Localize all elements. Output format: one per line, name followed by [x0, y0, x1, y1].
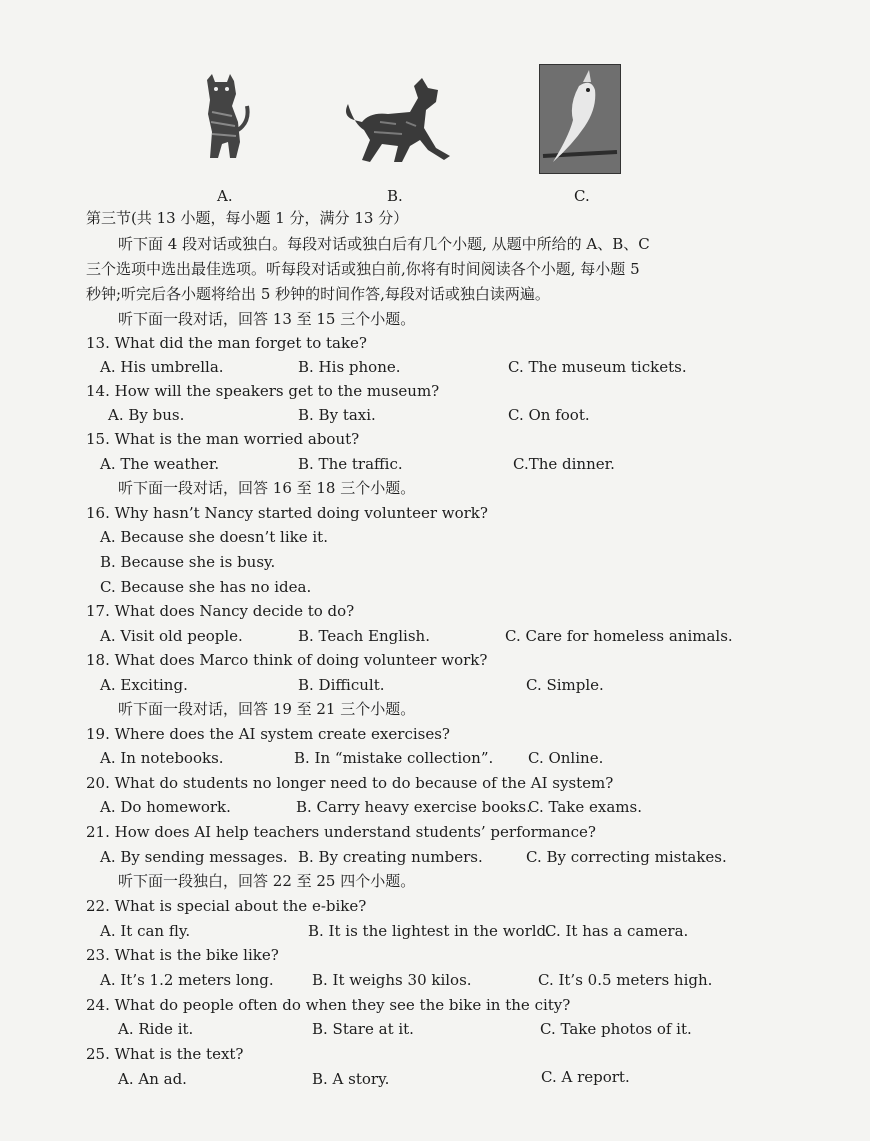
picture-c-label: C. [574, 187, 590, 205]
q21-option-a: A. By sending messages. [100, 848, 288, 866]
q22-option-a: A. It can fly. [100, 922, 191, 940]
q20-option-a: A. Do homework. [100, 798, 231, 816]
q14-option-a: A. By bus. [108, 406, 185, 424]
q17-option-a: A. Visit old people. [100, 627, 243, 645]
section-header: 第三节(共 13 小题，每小题 1 分，满分 13 分） [86, 209, 409, 227]
q15-option-a: A. The weather. [100, 455, 220, 473]
question-16: 16. Why hasn’t Nancy started doing volunteer work? [86, 504, 488, 522]
question-22: 22. What is special about the e-bike? [86, 897, 367, 915]
q17-option-c: C. Care for homeless animals. [505, 627, 733, 645]
instruction-line-2: 三个选项中选出最佳选项。听每段对话或独白前,你将有时间阅读各个小题, 每小题 5 [86, 260, 640, 278]
question-24: 24. What do people often do when they see the bike in the city? [86, 996, 571, 1014]
q25-option-c: C. A report. [541, 1068, 630, 1086]
q19-option-c: C. Online. [528, 749, 604, 767]
q14-option-b: B. By taxi. [298, 406, 376, 424]
q15-option-b: B. The traffic. [298, 455, 403, 473]
q17-option-b: B. Teach English. [298, 627, 430, 645]
q24-option-a: A. Ride it. [118, 1020, 194, 1038]
q24-option-c: C. Take photos of it. [540, 1020, 692, 1038]
q22-option-c: C. It has a camera. [545, 922, 689, 940]
q21-option-b: B. By creating numbers. [298, 848, 483, 866]
q13-option-b: B. His phone. [298, 358, 401, 376]
cat-image [192, 72, 254, 162]
question-17: 17. What does Nancy decide to do? [86, 602, 355, 620]
q16-option-a: A. Because she doesn’t like it. [100, 528, 328, 546]
question-19: 19. Where does the AI system create exercises? [86, 725, 450, 743]
q25-option-b: B. A story. [312, 1070, 390, 1088]
q19-option-a: A. In notebooks. [100, 749, 224, 767]
question-21: 21. How does AI help teachers understand students’ performance? [86, 823, 596, 841]
question-20: 20. What do students no longer need to do because of the AI system? [86, 774, 614, 792]
q20-option-c: C. Take exams. [528, 798, 642, 816]
q13-option-a: A. His umbrella. [100, 358, 224, 376]
question-25: 25. What is the text? [86, 1045, 244, 1063]
q16-option-b: B. Because she is busy. [100, 553, 276, 571]
question-13: 13. What did the man forget to take? [86, 334, 367, 352]
q22-option-b: B. It is the lightest in the world. [308, 922, 551, 940]
q13-option-c: C. The museum tickets. [508, 358, 687, 376]
q15-option-c: C.The dinner. [513, 455, 615, 473]
q23-option-a: A. It’s 1.2 meters long. [100, 971, 274, 989]
question-15: 15. What is the man worried about? [86, 430, 360, 448]
q25-option-a: A. An ad. [118, 1070, 187, 1088]
monologue-intro: 听下面一段独白，回答 22 至 25 四个小题。 [118, 872, 416, 890]
q18-option-a: A. Exciting. [100, 676, 188, 694]
q16-option-c: C. Because she has no idea. [100, 578, 312, 596]
q18-option-b: B. Difficult. [298, 676, 385, 694]
question-23: 23. What is the bike like? [86, 946, 279, 964]
question-14: 14. How will the speakers get to the museum? [86, 382, 440, 400]
dog-image [340, 76, 458, 170]
q20-option-b: B. Carry heavy exercise books. [296, 798, 531, 816]
picture-b-label: B. [387, 187, 403, 205]
q24-option-b: B. Stare at it. [312, 1020, 414, 1038]
dialogue-intro-2: 听下面一段对话，回答 16 至 18 三个小题。 [118, 479, 416, 497]
q19-option-b: B. In “mistake collection”. [294, 749, 494, 767]
dialogue-intro-3: 听下面一段对话，回答 19 至 21 三个小题。 [118, 700, 416, 718]
q21-option-c: C. By correcting mistakes. [526, 848, 727, 866]
q14-option-c: C. On foot. [508, 406, 590, 424]
dialogue-intro-1: 听下面一段对话，回答 13 至 15 三个小题。 [118, 310, 416, 328]
q23-option-c: C. It’s 0.5 meters high. [538, 971, 713, 989]
bird-image [539, 64, 621, 174]
picture-a-label: A. [217, 187, 233, 205]
instruction-line-1: 听下面 4 段对话或独白。每段对话或独白后有几个小题, 从题中所给的 A、B、C [118, 235, 650, 253]
instruction-line-3: 秒钟;听完后各小题将给出 5 秒钟的时间作答,每段对话或独白读两遍。 [86, 285, 550, 303]
q23-option-b: B. It weighs 30 kilos. [312, 971, 472, 989]
question-18: 18. What does Marco think of doing volunteer work? [86, 651, 488, 669]
q18-option-c: C. Simple. [526, 676, 604, 694]
